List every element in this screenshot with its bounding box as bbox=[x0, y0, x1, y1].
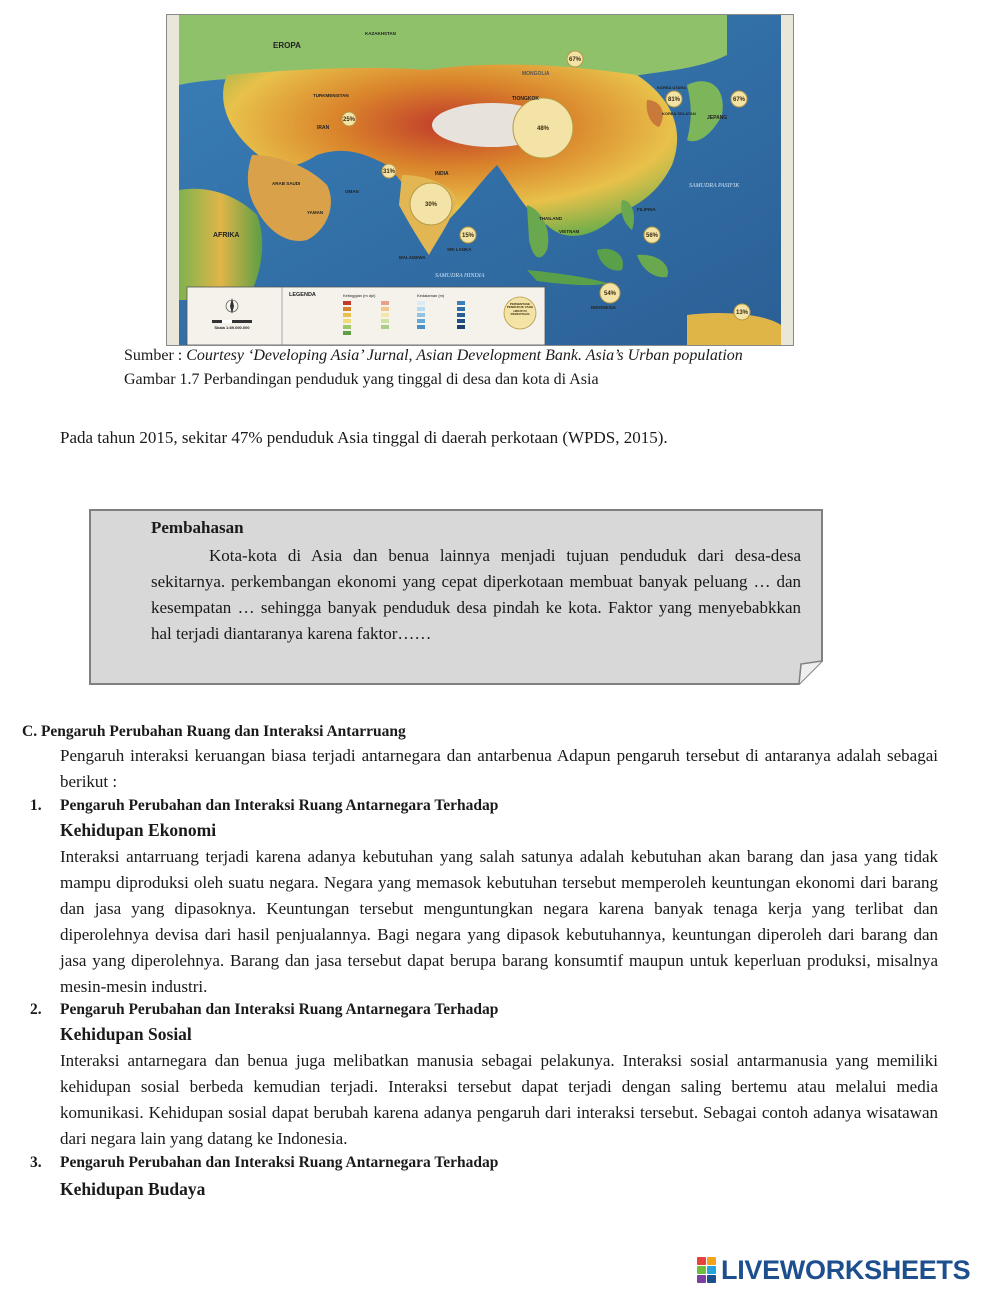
item-number: 1. bbox=[30, 797, 42, 814]
label-samudra-hindia: SAMUDRA HINDIA bbox=[435, 273, 485, 279]
pct-japan: 67% bbox=[732, 97, 746, 103]
label-indonesia: INDONESIA bbox=[591, 305, 617, 310]
legend-depth-title: Kedalaman (m) bbox=[417, 293, 445, 298]
label-arab-saudi: ARAB SAUDI bbox=[272, 181, 301, 186]
item-body: Interaksi antarnegara dan benua juga melibatkan manusia sebagai pelakunya. Interaksi sosial antarmanusia yang memiliki kehidupan sosial berbeda kemudian terjadi. Interaksi tersebut dapat terjadi dengan saling bertemu atau melalui media komunikasi. Kehidupan sosial dapat berubah karena adanya pengaruh dari interaksi tersebut. Sebagai contoh adanya wisatawan dari negara lain yang datang ke Indonesia. bbox=[60, 1051, 938, 1148]
item-heading: Pengaruh Perubahan dan Interaksi Ruang Antarnegara Terhadap bbox=[60, 1154, 499, 1171]
pct-korea: 81% bbox=[667, 97, 681, 103]
label-india: INDIA bbox=[435, 171, 449, 177]
item-body: Interaksi antarruang terjadi karena adanya kebutuhan yang salah satunya adalah kebutuhan akan barang dan jasa yang tidak mampu diproduksi oleh suatu negara. Negara yang memasok kebutuhan tersebut memperoleh keuntungan ekonomi dari barang dan jasa yang dipasoknya. Keuntungan tersebut menguntungkan negara karena banyak tenaga kerja yang terlibat dan diperolehnya devisa dari hasil penjualannya. Bagi negara yang dipasok kebutuhannya, keuntungan diperoleh dari barang dan jasa yang diperolehnya. Barang dan jasa tersebut dapat berupa barang konsumtif maupun untuk keperluan produksi, misalnya mesin-mesin industri. bbox=[60, 847, 938, 996]
legend-scale: Skala 1:89.000.000 bbox=[214, 325, 250, 330]
label-mongolia: MONGOLIA bbox=[522, 71, 550, 77]
label-jepang: JEPANG bbox=[707, 115, 728, 121]
legend-title: LEGENDA bbox=[289, 292, 316, 298]
pct-iran: 25% bbox=[342, 117, 356, 123]
liveworksheets-logo[interactable] bbox=[697, 1255, 970, 1285]
label-afrika: AFRIKA bbox=[213, 232, 240, 239]
pct-mongolia: 67% bbox=[568, 57, 582, 63]
label-turkmenistan: TURKMENISTAN bbox=[313, 93, 349, 98]
section-c-intro: Pengaruh interaksi keruangan biasa terjadi antarnegara dan antarbenua Adapun pengaruh tersebut di antaranya adalah sebagai berikut : bbox=[60, 746, 938, 791]
section-c-heading: C. Pengaruh Perubahan Ruang dan Interaksi Antarruang bbox=[22, 723, 406, 740]
logo-blocks-icon bbox=[697, 1257, 715, 1283]
pct-indonesia: 54% bbox=[603, 291, 617, 297]
label-thailand: THAILAND bbox=[539, 216, 562, 221]
pct-china: 48% bbox=[536, 126, 550, 132]
urban-statistic: Pada tahun 2015, sekitar 47% penduduk Asia tinggal di daerah perkotaan (WPDS, 2015). bbox=[60, 428, 668, 447]
pembahasan-box bbox=[89, 509, 823, 683]
item-subheading: Kehidupan Sosial bbox=[60, 1024, 192, 1044]
item-subheading: Kehidupan Ekonomi bbox=[60, 820, 217, 840]
label-sri-lanka: SRI LANKA bbox=[447, 247, 472, 252]
label-samudra-pasifik: SAMUDRA PASIFIK bbox=[689, 183, 740, 189]
pct-philippines: 56% bbox=[645, 233, 659, 239]
label-iran: IRAN bbox=[317, 125, 330, 131]
label-filipina: FILIPINA bbox=[637, 207, 656, 212]
pembahasan-title: Pembahasan bbox=[151, 518, 244, 537]
legend-circle-note: PERSENTASE PENDUDUK YANG HIDUP DI PERKOTAAN bbox=[506, 303, 534, 317]
item-number: 2. bbox=[30, 1001, 42, 1018]
label-korea-selatan: KOREA SELATAN bbox=[662, 111, 696, 116]
pembahasan-body: Kota-kota di Asia dan benua lainnya menjadi tujuan penduduk dari desa-desa sekitarnya. perkembangan ekonomi yang cepat diperkotaan membuat banyak peluang … dan kesempatan … sehingga banyak penduduk desa pindah ke kota. Faktor yang menyebabkkan hal terjadi diantaranya karena faktor…… bbox=[151, 546, 801, 643]
item-heading: Pengaruh Perubahan dan Interaksi Ruang Antarnegara Terhadap bbox=[60, 1001, 499, 1018]
label-europa: EROPA bbox=[273, 41, 301, 50]
item-heading: Pengaruh Perubahan dan Interaksi Ruang Antarnegara Terhadap bbox=[60, 797, 499, 814]
item-number: 3. bbox=[30, 1154, 42, 1171]
asia-urban-population-map bbox=[166, 14, 794, 346]
figure-caption: Gambar 1.7 Perbandingan penduduk yang tinggal di desa dan kota di Asia bbox=[124, 371, 599, 388]
label-maladewa: MALADEWA bbox=[399, 255, 426, 260]
map-source: Sumber : Courtesy ‘Developing Asia’ Jurnal, Asian Development Bank. Asia’s Urban population bbox=[124, 347, 743, 364]
pct-india: 30% bbox=[424, 202, 438, 208]
label-tiongkok: TIONGKOK bbox=[512, 96, 539, 102]
label-yaman: YAMAN bbox=[307, 210, 324, 215]
label-oman: OMAN bbox=[345, 189, 359, 194]
pct-srilanka: 15% bbox=[461, 233, 475, 239]
legend-elevation-title: Ketinggian (m dpl) bbox=[343, 293, 376, 298]
label-vietnam: VIETNAM bbox=[559, 229, 580, 234]
label-korea-utara: KOREA UTARA bbox=[657, 85, 687, 90]
label-kazakhstan: KAZAKHSTAN bbox=[365, 31, 396, 36]
map-legend bbox=[187, 287, 545, 345]
pct-pakistan: 31% bbox=[382, 169, 396, 175]
item-subheading: Kehidupan Budaya bbox=[60, 1179, 206, 1199]
logo-text: LIVEWORKSHEETS bbox=[721, 1254, 971, 1285]
pct-png: 13% bbox=[735, 310, 749, 316]
